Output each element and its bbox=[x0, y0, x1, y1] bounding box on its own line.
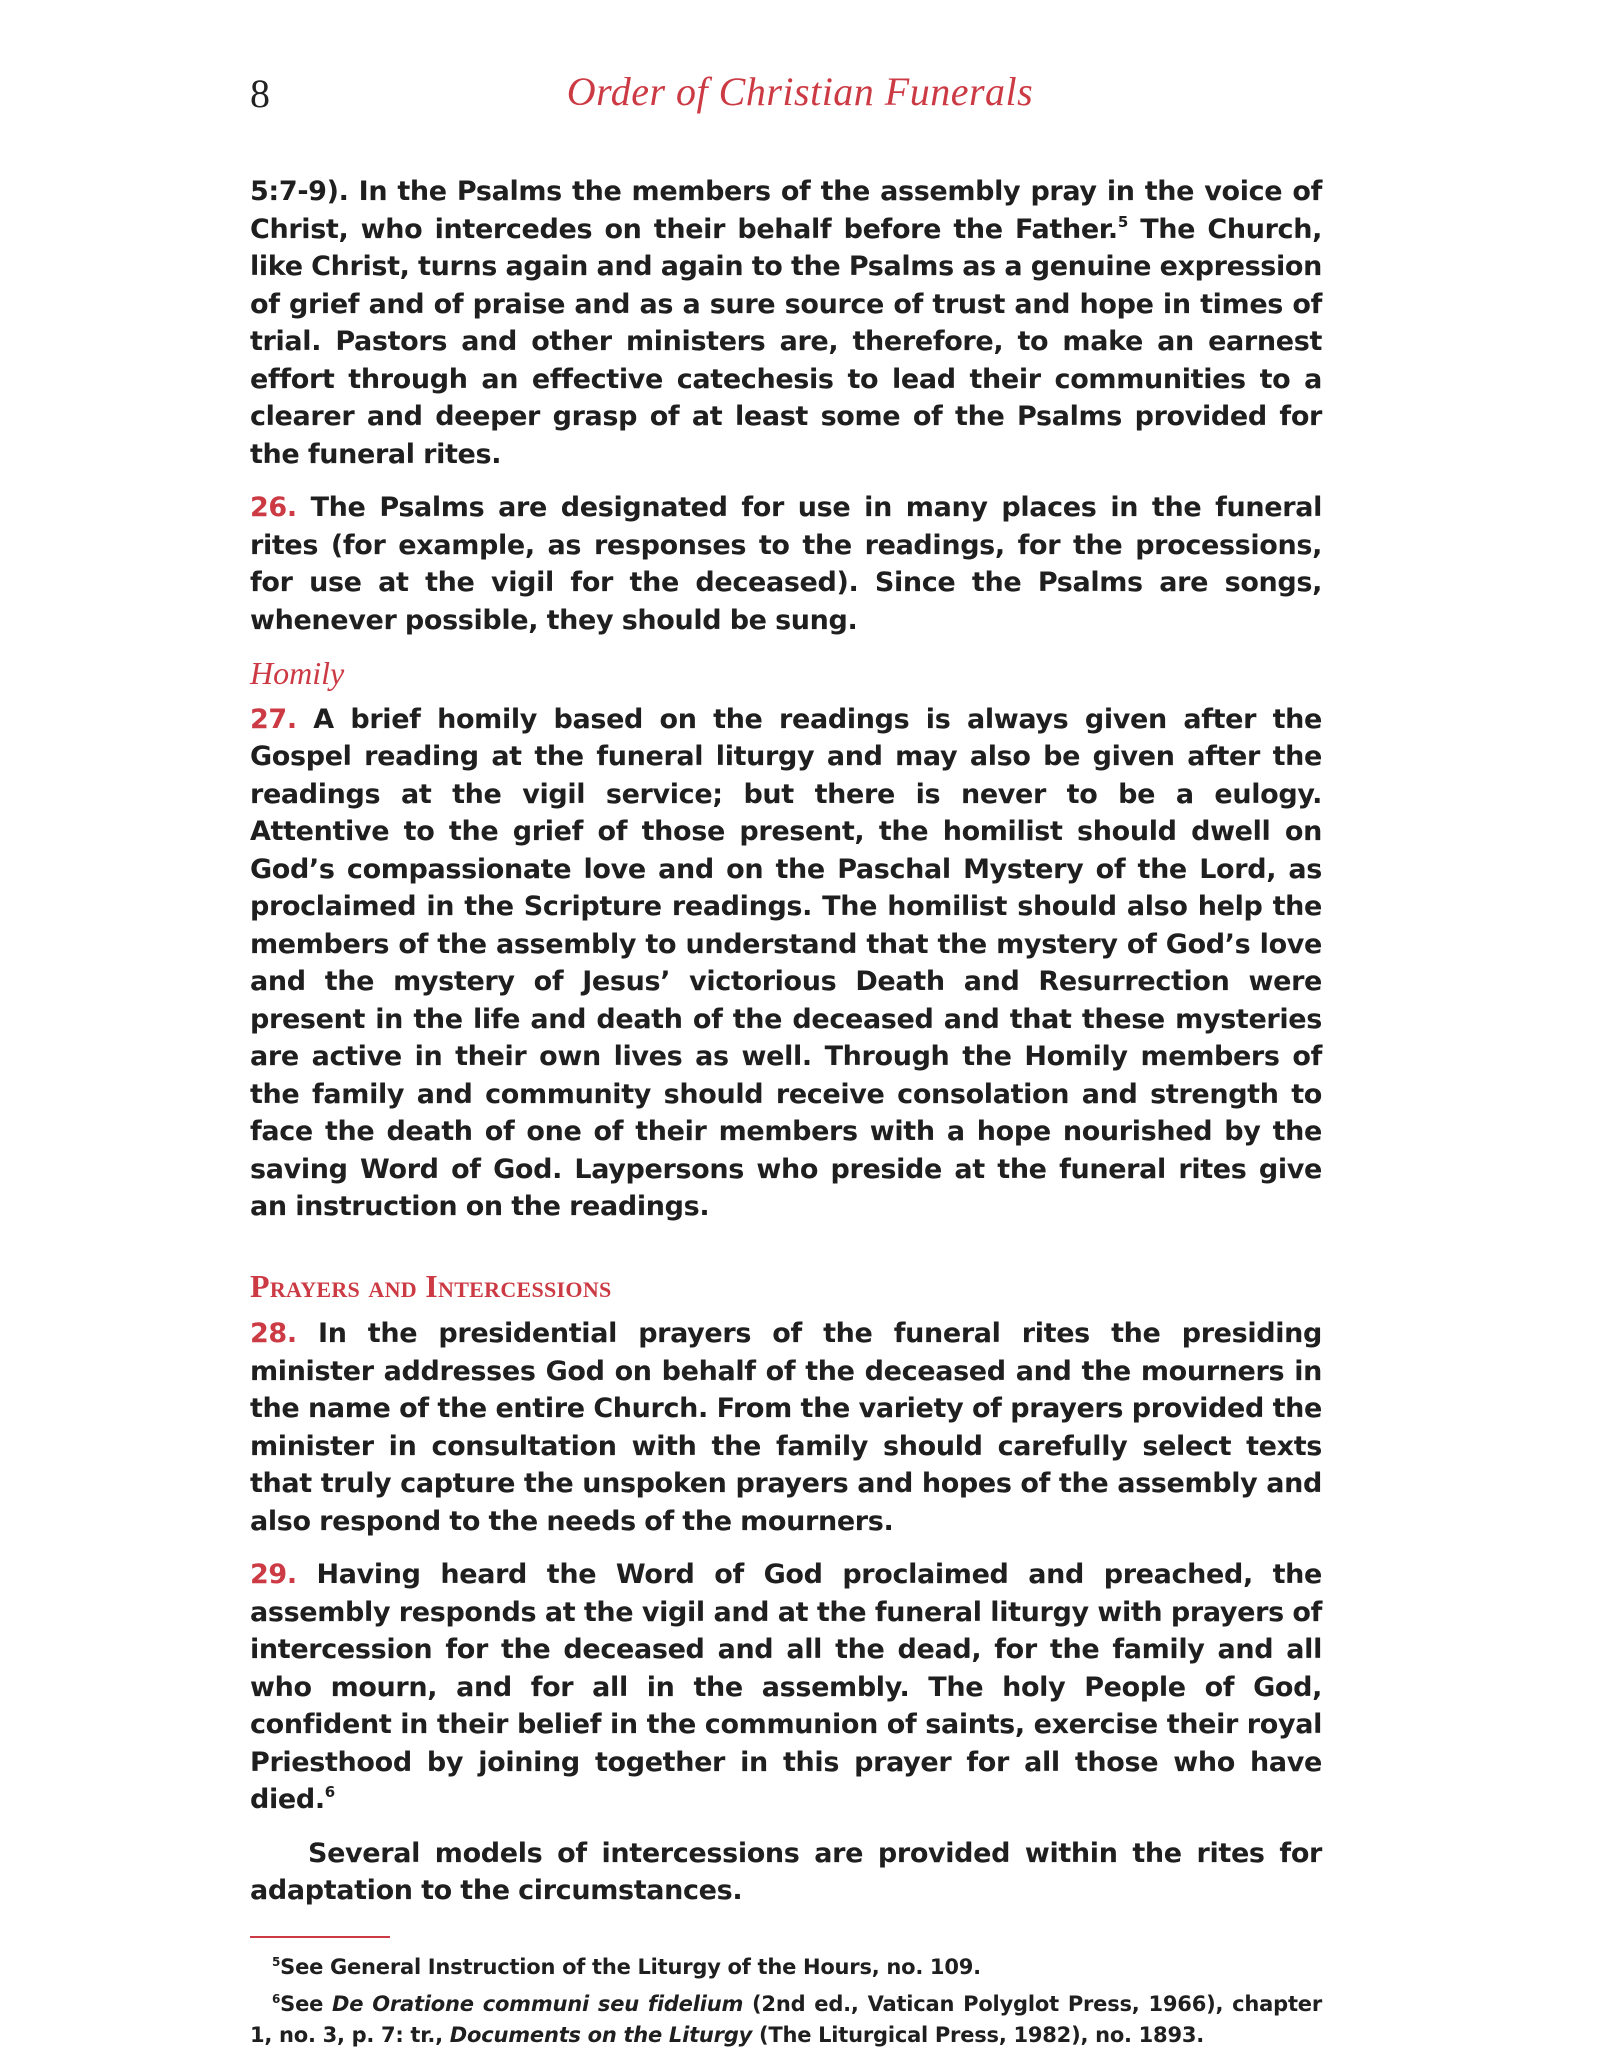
section-heading: Prayers and Intercessions bbox=[250, 1267, 612, 1304]
page-number: 8 bbox=[250, 71, 270, 116]
document-body bbox=[250, 173, 1322, 2057]
footnote-citation-title: Documents on the Liturgy bbox=[449, 2022, 753, 2047]
paragraph-text: 5:7-9). In the Psalms the members of the assembly pray in the voice of Christ, who intercedes on their behalf before the Father. bbox=[250, 176, 1322, 245]
footnote-divider bbox=[250, 1936, 390, 1938]
footnotes bbox=[250, 1952, 1322, 2051]
paragraph-text: The Psalms are designated for use in many places in the funeral rites (for example, as responses to the readings, for the processions, for use at the vigil for the deceased). Since the Psalms are songs, whenever possible, they should be sung. bbox=[250, 492, 1322, 636]
paragraph-29 bbox=[250, 1556, 1322, 1819]
paragraph-29-continued: Several models of intercessions are provided within the rites for adaptation to the circumstances. bbox=[250, 1837, 1322, 1906]
footnote-citation-title: De Oratione communi seu fidelium bbox=[332, 1991, 744, 2016]
paragraph-text: Having heard the Word of God proclaimed and preached, the assembly responds at the vigil and at the funeral liturgy with prayers of intercession for the deceased and all the dead, for the family and all who mourn, and for all in the assembly. The holy People of God, confident in their belief in the communion of saints, exercise their royal Priesthood by joining together in this prayer for all those who have died. bbox=[250, 1559, 1322, 1815]
paragraph-continued bbox=[250, 173, 1322, 473]
footnote-text: (The Liturgical Press, 1982), no. 1893. bbox=[752, 2022, 1205, 2047]
footnote-marker: 5 bbox=[272, 1954, 281, 1969]
paragraph-number: 28. bbox=[250, 1318, 297, 1349]
footnote-text: (2nd ed., Vatican Polyglot Press, 1966), chapter 1, no. 3, p. 7: tr., bbox=[250, 1991, 1322, 2047]
footnote-ref-6: 6 bbox=[324, 1783, 335, 1801]
footnote-6 bbox=[250, 1989, 1322, 2051]
paragraph-number: 26. bbox=[250, 492, 297, 523]
subheading-homily: Homily bbox=[250, 655, 345, 691]
footnote-text: See bbox=[280, 1991, 333, 2016]
page-header bbox=[0, 60, 1600, 120]
paragraph-text: A brief homily based on the readings is always given after the Gospel reading at the funeral liturgy and may also be given after the readings at the vigil service; but there is never to be a eulogy. Attentive to the grief of those present, the homilist should dwell on God’s compassionate love and on the Paschal Mystery of the Lord, as proclaimed in the Scripture readings. The homilist should also help the members of the assembly to understand that the mystery of God’s love and the mystery of Jesus’ victorious Death and Resurrection were present in the life and death of the deceased and that these mysteries are active in their own lives as well. Through the Homily members of the family and community should receive consolation and strength to face the death of one of their members with a hope nourished by the saving Word of God. Laypersons who preside at the funeral rites give an instruction on the readings. bbox=[250, 703, 1322, 1222]
footnote-marker: 6 bbox=[272, 1991, 281, 2006]
footnote-ref-5: 5 bbox=[1117, 212, 1128, 231]
paragraph-text: In the presidential prayers of the funeral rites the presiding minister addresses God on behalf of the deceased and the mourners in the name of the entire Church. From the variety of prayers provided the minister in consultation with the family should carefully select texts that truly capture the unspoken prayers and hopes of the assembly and also respond to the needs of the mourners. bbox=[250, 1318, 1322, 1537]
paragraph-text: The Church, like Christ, turns again and again to the Psalms as a genuine expression of grief and of praise and as a sure source of trust and hope in times of trial. Pastors and other ministers are, therefore, to make an earnest effort through an effective catechesis to lead their communities to a clearer and deeper grasp of at least some of the Psalms provided for the funeral rites. bbox=[250, 213, 1322, 470]
paragraph-26 bbox=[250, 489, 1322, 639]
running-title: Order of Christian Funerals bbox=[566, 69, 1034, 114]
paragraph-number: 27. bbox=[250, 703, 297, 735]
footnote-text: See General Instruction of the Liturgy of the Hours, no. 109. bbox=[280, 1954, 981, 1979]
footnote-5 bbox=[250, 1952, 1322, 1983]
paragraph-28 bbox=[250, 1315, 1322, 1540]
paragraph-27 bbox=[250, 701, 1322, 1226]
paragraph-number: 29. bbox=[250, 1559, 297, 1590]
